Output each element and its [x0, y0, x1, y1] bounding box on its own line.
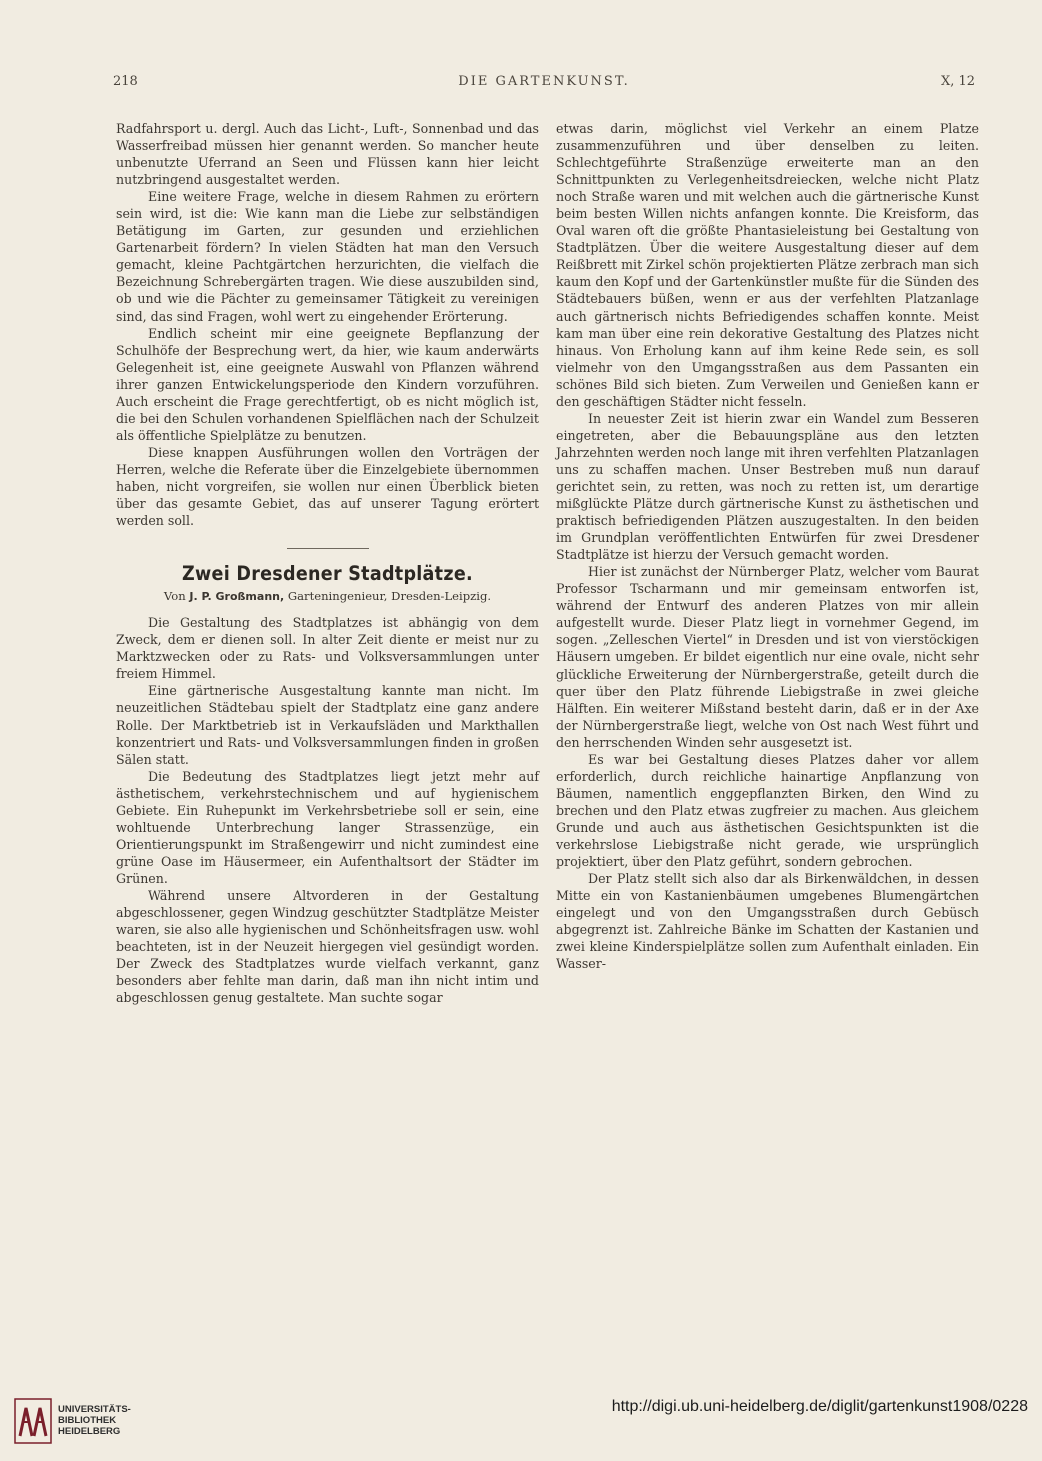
journal-title: DIE GARTENKUNST.	[458, 74, 630, 89]
byline-author: J. P. Großmann,	[189, 590, 285, 604]
article-title: Zwei Dresdener Stadtplätze.	[182, 562, 473, 586]
paragraph: Die Gestaltung des Stadtplatzes ist abhängig von dem Zweck, dem er dienen soll. In alter Zeit diente er meist nur zu Marktzwecken oder zu Rats- und Volksversammlungen unter freiem Himmel.	[116, 615, 539, 682]
paragraph: etwas darin, möglichst viel Verkehr an einem Platze zusammenzuführen und über denselben zu leiten. Schlechtgeführte Straßenzüge erweiterte man an den Schnittpunkten zu Verlegenheitsdreiecken, welche nicht Platz noch Straße waren und mit welchen auch die gärtnerische Kunst beim besten Willen nichts anfangen konnte. Die Kreisform, das Oval waren oft die größte Phantasieleistung bei Gestaltung von Stadtplätzen. Über die weitere Ausgestaltung dieser auf dem Reißbrett mit Zirkel schön projektierten Plätze zerbrach man sich kaum den Kopf und der Gartenkünstler mußte für die Sünden des Städtebauers büßen, wenn er aus der verfehlten Platzanlage auch gärtnerisch nichts Befriedigendes schaffen konnte. Meist kam man über eine rein dekorative Gestaltung des Platzes nicht hinaus. Von Erholung kann auf ihm keine Rede sein, es soll vielmehr von den Umgangsstraßen aus dem Passanten ein schönes Bild sich bieten. Zum Verweilen und Genießen kann er den geschäftigen Städter nicht fesseln.	[556, 121, 979, 409]
right-column	[556, 120, 979, 972]
paragraph: Eine weitere Frage, welche in diesem Rahmen zu erörtern sein wird, ist die: Wie kann man die Liebe zur selbständigen Betätigung im Garten, zur gesunden und erziehlichen Gartenarbeit fördern? In vielen Städten hat man den Versuch gemacht, kleine Pachtgärtchen herzurichten, die vielfach die Bezeichnung Schrebergärten tragen. Wie diese auszubilden sind, ob und wie die Pächter zu gemeinsamer Tätigkeit zu vereinigen sind, das sind Fragen, wohl wert zu eingehender Erörterung.	[116, 189, 539, 324]
section-divider	[287, 548, 369, 549]
paragraph: Radfahrsport u. dergl. Auch das Licht-, Luft-, Sonnenbad und das Wasserfreibad müssen hier genannt werden. So mancher heute unbenutzte Uferrand an Seen und Flüssen kann hier leicht nutzbringend ausgestaltet werden.	[116, 121, 539, 188]
library-name: UNIVERSITÄTS- BIBLIOTHEK HEIDELBERG	[58, 1404, 131, 1437]
paragraph: Es war bei Gestaltung dieses Platzes daher vor allem erforderlich, durch reichliche hainartige Anpflanzung von Bäumen, namentlich enggepflanzten Birken, den Wind zu brechen und den Platz etwas zugfreier zu machen. Aus gleichem Grunde und auch aus ästhetischen Gesichtspunkten ist die verkehrslose Liebigstraße nicht gerade, wie ursprünglich projektiert, über den Platz geführt, sondern gebrochen.	[556, 751, 979, 870]
paragraph: Die Bedeutung des Stadtplatzes liegt jetzt mehr auf ästhetischem, verkehrstechnischem und auf hygienischem Gebiete. Ein Ruhepunkt im Verkehrsbetriebe soll er sein, eine wohltuende Unterbrechung langer Strassenzüge, ein Orientierungspunkt im Straßengewirr und nicht zumindest eine grüne Oase im Häusermeer, ein Aufenthaltsort der Städter im Grünen.	[116, 768, 539, 886]
paragraph: Diese knappen Ausführungen wollen den Vorträgen der Herren, welche die Referate über die Einzelgebiete übernommen haben, nicht vorgreifen, sie wollen nur einen Überblick bieten über das gesamte Gebiet, das auf unserer Tagung erörtert werden soll.	[116, 444, 539, 529]
page-header	[113, 74, 975, 96]
source-url[interactable]: http://digi.ub.uni-heidelberg.de/diglit/gartenkunst1908/0228	[611, 1398, 1028, 1415]
library-logo	[14, 1398, 164, 1444]
page-number: 218	[113, 74, 138, 89]
byline-suffix: Garteningenieur, Dresden-Leipzig.	[287, 589, 492, 604]
paragraph: In neuester Zeit ist hierin zwar ein Wandel zum Besseren eingetreten, aber die Bebauungspläne aus den letzten Jahrzehnten werden noch lange mit ihren verfehlten Platzanlagen uns zu schaffen machen. Unser Bestreben muß nun darauf gerichtet sein, zu retten, was noch zu retten ist, um derartige mißglückte Plätze durch gärtnerische Kunst zu ästhetischen und praktisch befriedigenden Plätzen auszugestalten. In den beiden im Grundplan veröffentlichten Entwürfen für zwei Dresdener Stadtplätze ist hierzu der Versuch gemacht worden.	[556, 410, 979, 563]
paragraph: Der Platz stellt sich also dar als Birkenwäldchen, in dessen Mitte ein von Kastanienbäumen umgebenes Blumengärtchen eingelegt und von den Umgangsstraßen durch Gebüsch abgegrenzt ist. Zahlreiche Bänke im Schatten der Kastanien und zwei kleine Kinderspielplätze sollen zum Aufenthalt einladen. Ein Wasser-	[556, 871, 979, 972]
byline-prefix: Von	[163, 589, 186, 604]
volume-issue: X, 12	[940, 74, 975, 89]
paragraph: Endlich scheint mir eine geeignete Bepflanzung der Schulhöfe der Besprechung wert, da hier, wie kaum anderwärts Gelegenheit ist, eine geeignete Auswahl von Pflanzen während ihrer ganzen Entwickelungsperiode den Kindern vorzuführen. Auch erscheint die Frage gerechtfertigt, ob es nicht möglich ist, die bei den Schulen vorhandenen Spielflächen nach der Schulzeit als öffentliche Spielplätze zu benutzen.	[116, 325, 539, 443]
paragraph: Hier ist zunächst der Nürnberger Platz, welcher vom Baurat Professor Tscharmann und mir gemeinsam entworfen ist, während der Entwurf des anderen Platzes von mir allein aufgestellt wurde. Dieser Platz liegt in vornehmer Gegend, im sogen. „Zelleschen Viertel“ in Dresden und ist von vierstöckigen Häusern umgeben. Er bildet eigentlich nur eine ovale, nicht sehr glückliche Erweiterung der Nürnbergerstraße, geteilt durch die quer über den Platz führende Liebigstraße in zwei gleiche Hälften. Ein weiterer Mißstand besteht darin, daß er in der Axe der Nürnbergerstraße liegt, welche von Ost nach West führt und den herrschenden Winden sehr ausgesetzt ist.	[556, 564, 979, 750]
paragraph: Während unsere Altvorderen in der Gestaltung abgeschlossener, gegen Windzug geschützter Stadtplätze Meister waren, sie also alle hygienischen und Schönheitsfragen usw. wohl beachteten, ist in der Neuzeit hiergegen viel gesündigt worden. Der Zweck des Stadtplatzes wurde vielfach verkannt, ganz besonders aber fehlte man darin, daß man ihn nicht intim und abgeschlossen genug gestaltete. Man suchte sogar	[116, 887, 539, 1006]
byline	[116, 588, 539, 605]
paragraph: Eine gärtnerische Ausgestaltung kannte man nicht. Im neuzeitlichen Städtebau spielt der Stadtplatz eine ganz andere Rolle. Der Marktbetrieb ist in Verkaufsläden und Markthallen konzentriert und Rats- und Volksversammlungen finden in großen Sälen statt.	[116, 683, 539, 767]
university-library-logo-icon	[14, 1398, 52, 1444]
left-column	[116, 120, 539, 1006]
